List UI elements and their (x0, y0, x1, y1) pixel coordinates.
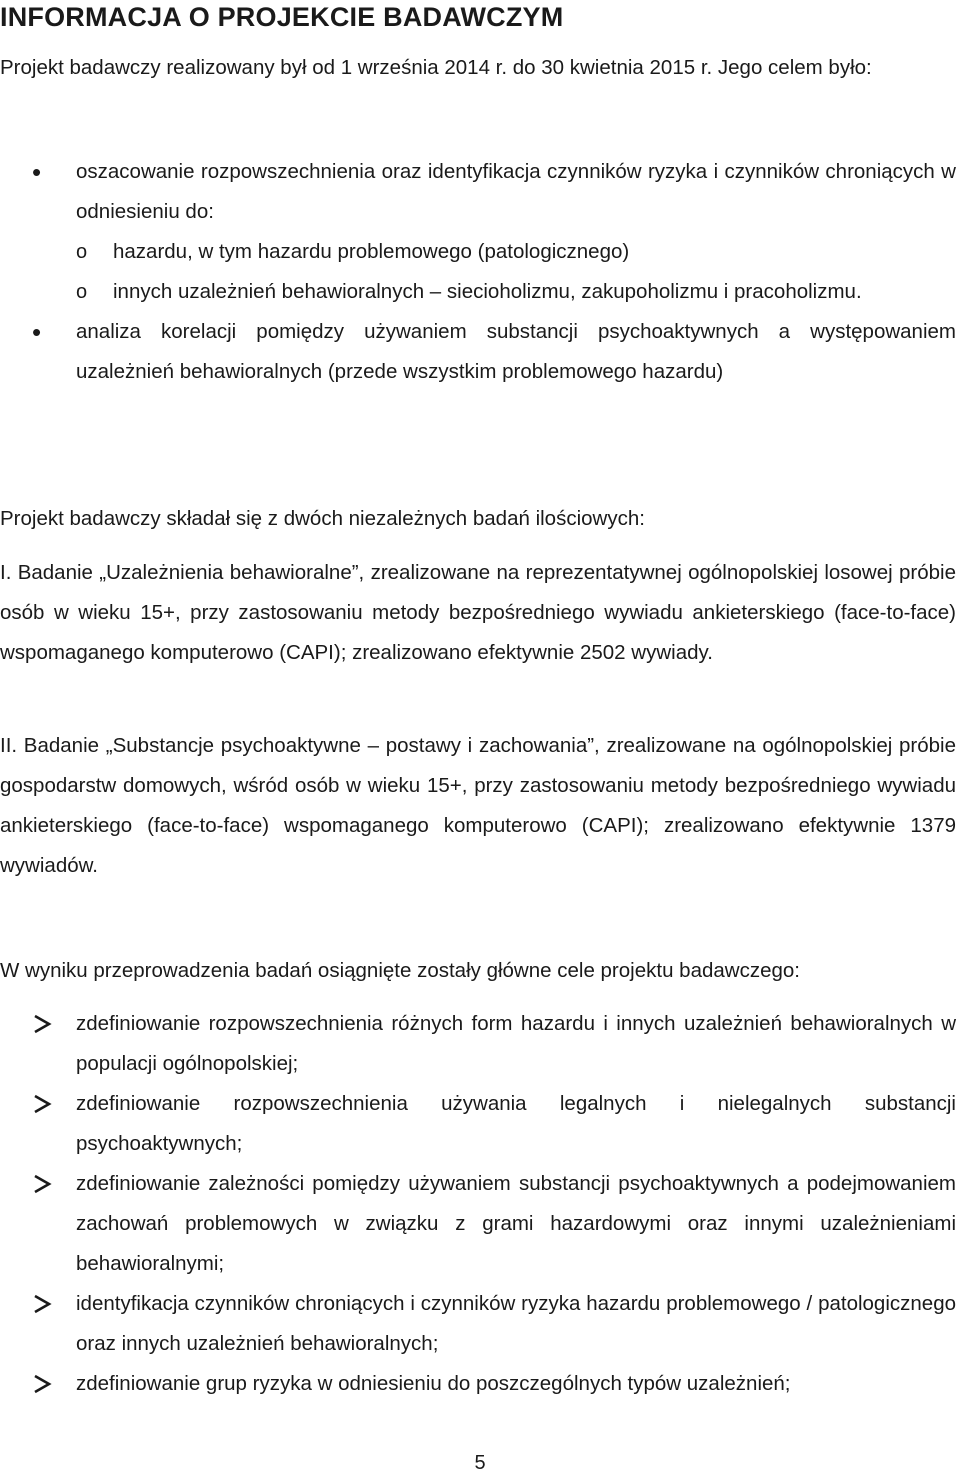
result-item (0, 1084, 956, 1164)
circle-bullet-icon: o (76, 241, 88, 263)
goal-text: analiza korelacji pomiędzy używaniem substancji psychoaktywnych a występowaniem uzależnień behawioralnych (przede wszystkim problemowego hazardu) (76, 320, 956, 383)
result-text: zdefiniowanie grup ryzyka w odniesieniu do poszczególnych typów uzależnień; (76, 1372, 791, 1395)
goal-item (0, 312, 956, 392)
results-list (0, 1004, 956, 1404)
goal-subitem (0, 232, 956, 272)
goal-text: oszacowanie rozpowszechnienia oraz identyfikacja czynników ryzyka i czynników chroniących w odniesieniu do: (76, 160, 956, 223)
intro-paragraph: Projekt badawczy realizowany był od 1 września 2014 r. do 30 kwietnia 2015 r. Jego celem było: (0, 56, 872, 79)
document-title: INFORMACJA O PROJEKCIE BADAWCZYM (0, 2, 564, 32)
study-1-paragraph: I. Badanie „Uzależnienia behawioralne”, zrealizowane na reprezentatywnej ogólnopolskiej losowej próbie osób w wieku 15+, przy zastosowaniu metody bezpośredniego wywiadu ankieterskiego (face-to-face) wspomaganego komputerowo (CAPI); zrealizowano efektywnie 2502 wywiady. (0, 561, 956, 664)
result-item (0, 1164, 956, 1284)
bullet-icon: • (32, 157, 42, 187)
goal-subitem-text: hazardu, w tym hazardu problemowego (patologicznego) (113, 240, 630, 263)
page-number: 5 (474, 1452, 486, 1474)
result-item (0, 1364, 956, 1404)
result-item (0, 1004, 956, 1084)
arrow-bullet-icon (32, 1284, 54, 1324)
arrow-bullet-icon (32, 1164, 54, 1204)
goal-subitem (0, 272, 956, 312)
arrow-bullet-icon (32, 1364, 54, 1404)
bullet-icon: • (32, 317, 42, 347)
result-text: zdefiniowanie zależności pomiędzy używaniem substancji psychoaktywnych a podejmowaniem zachowań problemowych w związku z grami hazardowymi oraz innymi uzależnieniami behawioralnymi; (76, 1172, 956, 1275)
studies-intro: Projekt badawczy składał się z dwóch niezależnych badań ilościowych: (0, 507, 645, 530)
circle-bullet-icon: o (76, 281, 88, 303)
goal-item (0, 152, 956, 232)
result-text: identyfikacja czynników chroniących i czynników ryzyka hazardu problemowego / patologicznego oraz innych uzależnień behawioralnych; (76, 1292, 956, 1355)
goals-list (0, 152, 956, 392)
goal-subitem-text: innych uzależnień behawioralnych – siecioholizmu, zakupoholizmu i pracoholizmu. (113, 280, 862, 303)
results-intro: W wyniku przeprowadzenia badań osiągnięte zostały główne cele projektu badawczego: (0, 959, 800, 982)
result-item (0, 1284, 956, 1364)
arrow-bullet-icon (32, 1004, 54, 1044)
result-text: zdefiniowanie rozpowszechnienia używania legalnych i nielegalnych substancji psychoaktywnych; (76, 1092, 956, 1155)
result-text: zdefiniowanie rozpowszechnienia różnych form hazardu i innych uzależnień behawioralnych w populacji ogólnopolskiej; (76, 1012, 956, 1075)
arrow-bullet-icon (32, 1084, 54, 1124)
study-2-paragraph: II. Badanie „Substancje psychoaktywne – postawy i zachowania”, zrealizowane na ogólnopolskiej próbie gospodarstw domowych, wśród osób w wieku 15+, przy zastosowaniu metody bezpośredniego wywiadu ankieterskiego (face-to-face) wspomaganego komputerowo (CAPI); zrealizowano efektywnie 1379 wywiadów. (0, 734, 956, 877)
